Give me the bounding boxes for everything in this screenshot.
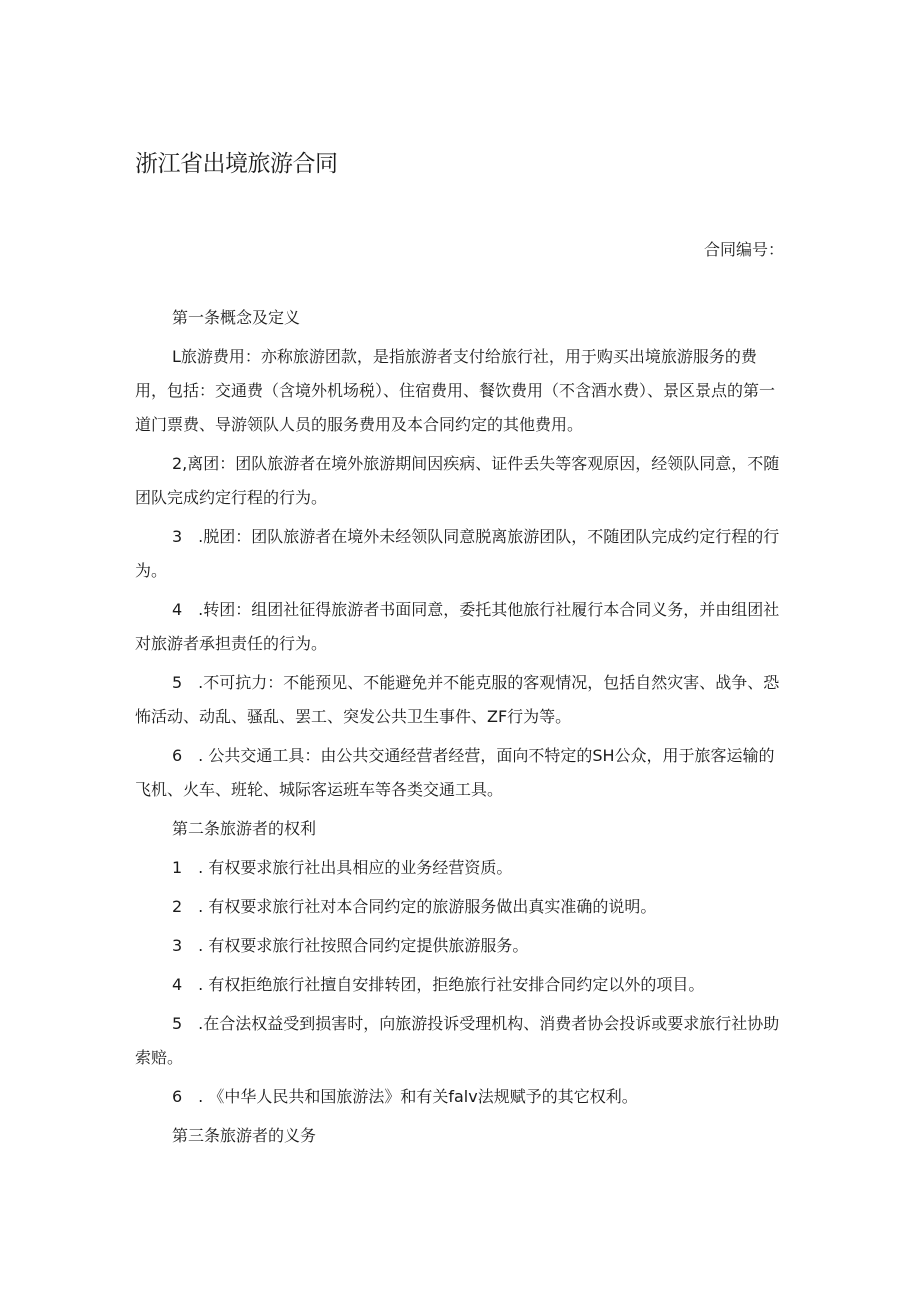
clause: 2 . 有权要求旅行社对本合同约定的旅游服务做出真实准确的说明。 (172, 897, 657, 916)
clause: 2,离团：团队旅游者在境外旅游期间因疾病、证件丢失等客观原因，经领队同意，不随团队完成约定行程的行为。 (135, 454, 780, 507)
document-title: 浙江省出境旅游合同 (135, 151, 338, 177)
section-heading: 第二条旅游者的权利 (172, 819, 317, 838)
clause: L旅游费用：亦称旅游团款，是指旅游者支付给旅行社，用于购买出境旅游服务的费用，包括：交通费（含境外机场税）、住宿费用、餐饮费用（不含酒水费）、景区景点的第一道门票费、导游领队人员的服务费用及本合同约定的其他费用。 (135, 347, 776, 434)
clause: 1 . 有权要求旅行社出具相应的业务经营资质。 (172, 858, 513, 877)
clause: 4 .转团：组团社征得旅游者书面同意，委托其他旅行社履行本合同义务，并由组团社对旅游者承担责任的行为。 (135, 600, 780, 653)
clause: 6 . 《中华人民共和国旅游法》和有关falv法规赋予的其它权利。 (172, 1087, 638, 1106)
document-body (135, 301, 787, 1158)
section-heading: 第一条概念及定义 (172, 308, 301, 327)
clause: 3 . 有权要求旅行社按照合同约定提供旅游服务。 (172, 936, 529, 955)
clause: 4 . 有权拒绝旅行社擅自安排转团，拒绝旅行社安排合同约定以外的项目。 (172, 975, 705, 994)
clause: 6 . 公共交通工具：由公共交通经营者经营，面向不特定的SH公众，用于旅客运输的飞机、火车、班轮、城际客运班车等各类交通工具。 (135, 746, 775, 799)
section-heading: 第三条旅游者的义务 (172, 1126, 317, 1145)
clause: 3 .脱团：团队旅游者在境外未经领队同意脱离旅游团队，不随团队完成约定行程的行为。 (135, 527, 780, 580)
clause: 5 .不可抗力：不能预见、不能避免并不能克服的客观情况，包括自然灾害、战争、恐怖活动、动乱、骚乱、罢工、突发公共卫生事件、ZF行为等。 (135, 673, 780, 726)
contract-number-label: 合同编号： (703, 240, 784, 259)
clause: 5 .在合法权益受到损害时，向旅游投诉受理机构、消费者协会投诉或要求旅行社协助索赔。 (135, 1014, 780, 1067)
